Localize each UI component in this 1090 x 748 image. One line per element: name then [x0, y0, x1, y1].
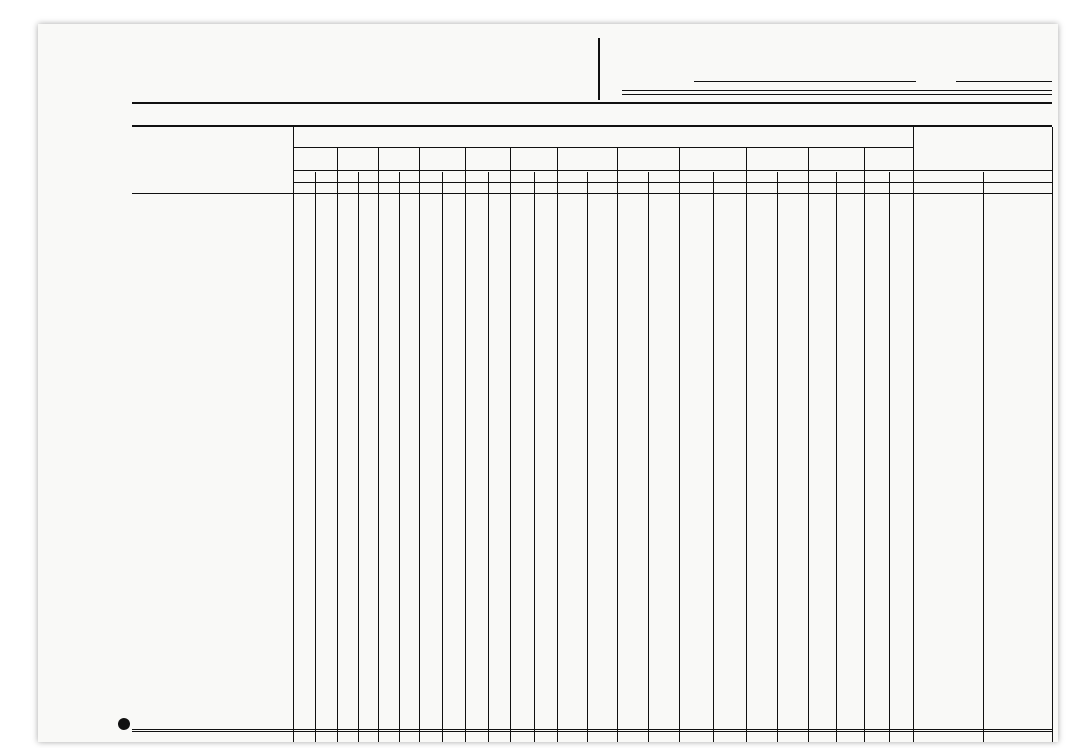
age-group-rule [617, 147, 618, 742]
age-group-rule [864, 147, 865, 742]
age-group-rule [679, 147, 680, 742]
total-column-rule [913, 127, 914, 742]
mv-split-rule [488, 172, 489, 742]
age-group-rule [465, 147, 466, 742]
column-number-rule [132, 193, 1052, 194]
mv-split-rule [587, 172, 588, 742]
age-group-rule [378, 147, 379, 742]
printer-logo [118, 718, 130, 730]
age-group-rule [337, 147, 338, 742]
mv-split-rule [315, 172, 316, 742]
label-column-rule [293, 127, 294, 742]
age-group-rule [510, 147, 511, 742]
mv-split-rule [399, 172, 400, 742]
mv-split-rule [648, 172, 649, 742]
mv-split-rule [889, 172, 890, 742]
table-top-rule [132, 125, 1052, 127]
age-group-rule [746, 147, 747, 742]
age-group-rule [808, 147, 809, 742]
census-form-sheet [38, 24, 1058, 742]
right-table-rule [1052, 127, 1053, 742]
total-mv-split-rule [983, 172, 984, 742]
mv-split-rule [836, 172, 837, 742]
mv-header-rule [293, 170, 1052, 171]
mv-split-rule [777, 172, 778, 742]
mv-split-rule [713, 172, 714, 742]
mv-split-rule [442, 172, 443, 742]
age-group-rule [419, 147, 420, 742]
data-end-rule [132, 729, 1052, 730]
age-group-rule [557, 147, 558, 742]
mv-split-rule [534, 172, 535, 742]
data-table [38, 24, 1058, 742]
age-header-rule [293, 147, 913, 148]
mv-split-rule [358, 172, 359, 742]
data-end-rule [132, 731, 1052, 732]
mv-bottom-rule [293, 182, 1052, 183]
